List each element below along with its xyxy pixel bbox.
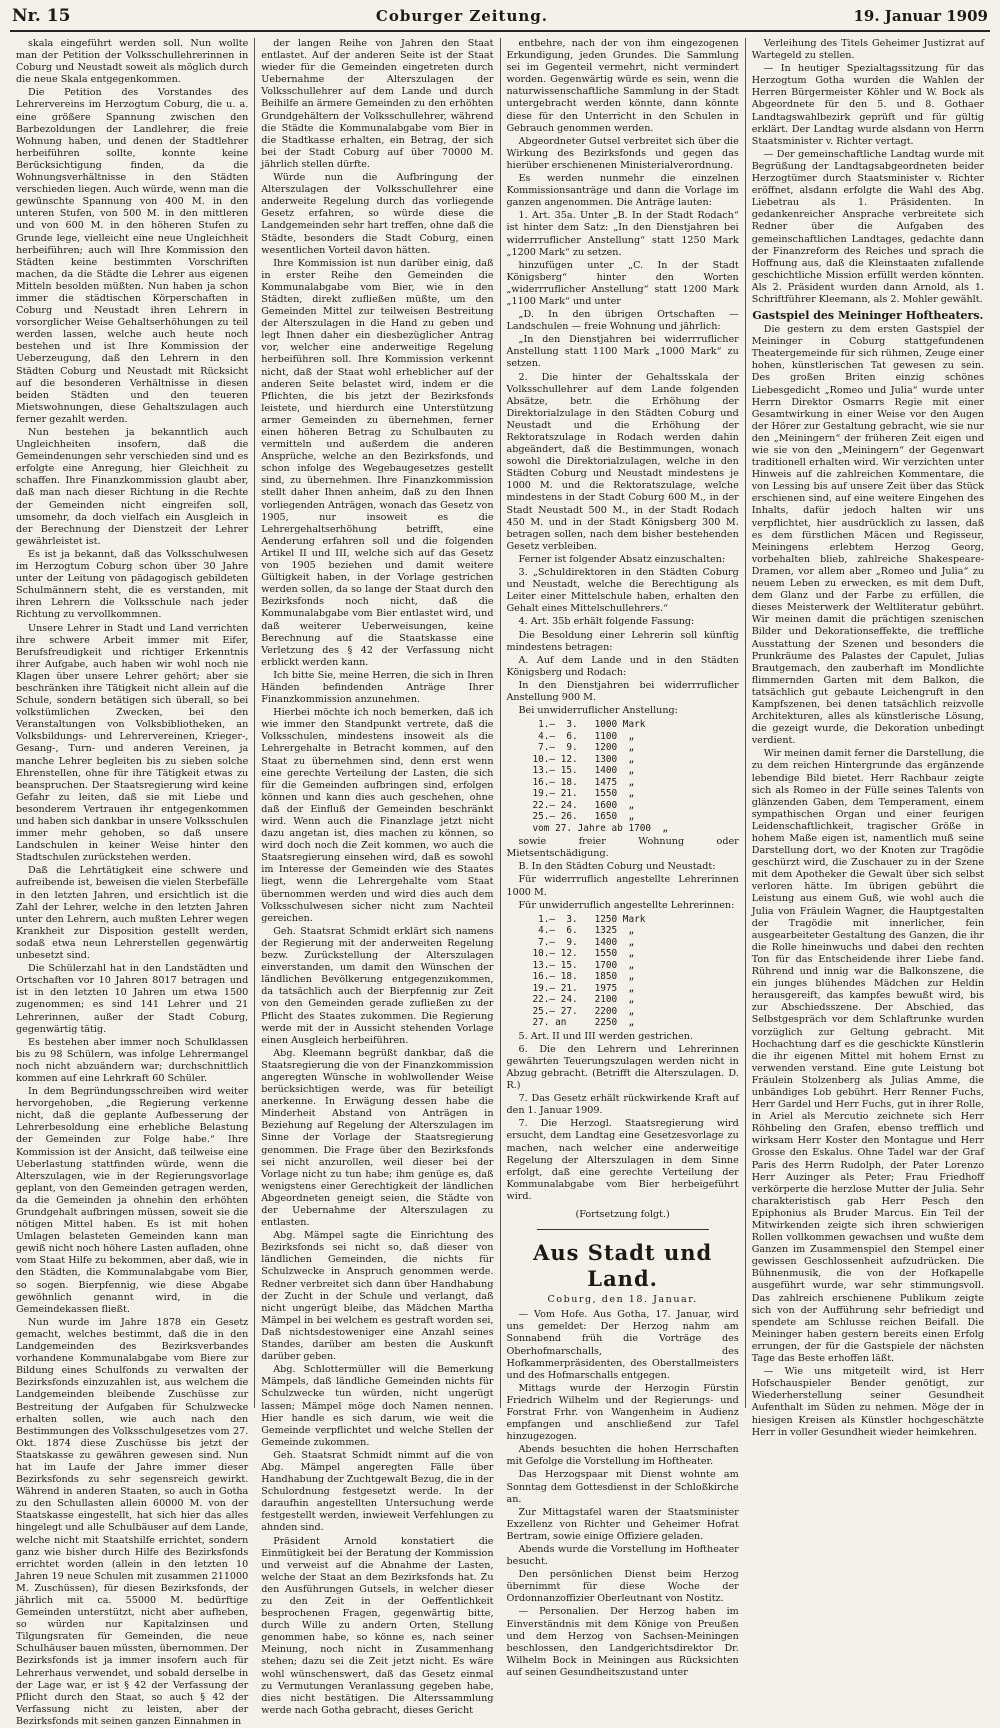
local-news	[507, 1309, 739, 1679]
paragraph: Nun bestehen ja bekanntlich auch Ungleichheiten insofern, daß die Gemeindenungen sehr verschieden sind und es erfolgte eine Anregung, hier Gleichheit zu schaffen. Ihre Finanzkommission glaubt aber, daß man nach dieser Richtung in die Rechte der Gemeinden nicht eingreifen soll, umsomehr, da doch vielfach ein Ausgleich in der Berechnung der Dienstzeit der Lehrer gewährleistet ist.	[16, 427, 249, 547]
paragraph: Für unwiderruflich angestellte Lehrerinnen:	[518, 899, 735, 911]
paragraph: Ich bitte Sie, meine Herren, die sich in Ihren Händen befindenden Anträge Ihrer Finanzkommission anzunehmen.	[261, 669, 494, 706]
masthead	[10, 6, 990, 32]
paragraph: Bei unwiderruflicher Anstellung:	[518, 705, 678, 717]
paragraph: — Der gemeinschaftliche Landtag wurde mit Begrüßung der Landtagsabgeordneten beider Herzogtümer durch Staatsminister v. Richter eröffnet, alsdann erfolgte die Wahl des Abg. Liebetrau als 1. Präsidenten. In gedankenreicher Ansprache verbreitete sich Redner über die Aufgaben des gemeinschaftlichen Landtages, gedachte dann der Finanzreform des Reiches und sprach die Hoffnung aus, daß die Kleinstaaten zufallende geschichtliche Mission erfüllt werden könnten. Als 2. Präsident wurden dann Arnold, als 1. Schriftführer Kleemann, als 2. Mohler gewählt.	[751, 148, 984, 305]
scale-row: 10.— 12. 1550 „	[532, 948, 635, 960]
paragraph: Abg. Mämpel sagte die Einrichtung des Bezirksfonds sei nicht so, daß dieser von ländlichen Gemeinden, die nichts für Schulzwecke in Anspruch genommen werde. Redner verbreitet sich dann über Handhabung der Zucht in der Schule und verlangt, daß nicht ungerügt bleibe, das Mädchen Martha Mämpel in bei welchem es gestraft worden sei, Daß nichtsdestoweniger eine Anzahl seines Standes, darüber am besten die Auskunft darüber geben.	[261, 1230, 494, 1363]
paragraph: Präsident Arnold konstatiert die Einmütigkeit bei der Beratung der Kommission und verweist auf die Abnahme der Lasten, welche der Staat an dem Bezirksfonds hat. Zu den Ausführungen Gutsels, in welcher dieser zu den Zeit in der Oeffentlichkeit besprochenen Fragen, gegenwärtig bitte, durch Wille zu andern Orten, Stellung genommen habe, so könne es, nach seiner Meinung, noch nicht in Zusammenhang stehen; dazu sei die Zeit jetzt nicht. Es wäre wohl wünschenswert, daß das Gesetz einmal zu Vermutungen Veranlassung gegeben habe, dies nicht bestätigen. Die Alterssammlung werde nach Gotha gebracht, dieses Gericht	[261, 1535, 494, 1716]
paragraph: Es werden nunmehr die einzelnen Kommissionsanträge und dann die Vorlage im ganzen angenommen. Die Anträge lauten:	[506, 173, 739, 209]
issue-date: 19. Januar 1909	[853, 7, 988, 25]
scale-row: 13.— 15. 1400 „	[532, 765, 635, 777]
column-2	[255, 38, 500, 1716]
scale-row: 7.— 9. 1200 „	[532, 742, 635, 754]
salary-scale-urban	[533, 914, 739, 1029]
paragraph: Zur Mittagstafel waren der Staatsminister Exzellenz von Richter und Geheimer Hofrat Bertram, sowie einige Offiziere geladen.	[506, 1506, 739, 1542]
paragraph: entbehre, nach der von ihm eingezogenen Erkundigung, jeden Grundes. Die Sammlung sei im Gegenteil vermehrt, nicht vermindert worden. Gegenwärtig würde es sein, wenn die naturwissenschaftliche Sammlung in der Stadt untergebracht werden könnte, dann könnte diese für den Unterricht in den Schulen in Gebrauch genommen werden.	[506, 38, 739, 134]
paragraph: Verleihung des Titels Geheimer Justizrat auf Wartegeld zu stellen.	[751, 38, 984, 62]
commission-report-end	[507, 1031, 739, 1203]
paragraph: Abg. Schlottermüller will die Bemerkung Mämpels, daß ländliche Gemeinden nichts für Schulzwecke tun würden, nicht ungerügt lassen; Mämpel möge doch Namen nennen. Hier handle es sich darum, wie weit die Gemeinde verpflichtet und welche Stellen der Gemeinde zukommen.	[261, 1364, 494, 1448]
paragraph: sowie freier Wohnung oder Mietsentschädigung.	[506, 836, 739, 860]
paragraph: Die Schülerzahl hat in den Landstädten und Ortschaften vor 10 Jahren 8017 betragen und ist in den letzten 10 Jahren um etwa 1500 zugenommen; es sind 141 Lehrer und 21 Lehrerinnen, außer der Stadt Coburg, gegenwärtig tätig.	[16, 963, 249, 1035]
paragraph: Ferner ist folgender Absatz einzuschalten:	[518, 553, 726, 565]
paragraph: skala eingeführt werden soll. Nun wollte man der Petition der Volksschullehrerinnen in Coburg und Neustadt soweit als möglich durch die neue Skala entgegenkommen.	[16, 38, 249, 86]
scale-row: 25.— 27. 2200 „	[532, 1005, 635, 1017]
issue-number: Nr. 15	[12, 6, 71, 26]
paragraph: Daß die Lehrtätigkeit eine schwere und aufreibende ist, beweisen die vielen Sterbefälle in den letzten Jahren, und ersichtlich ist die Zahl der Lehrer, welche in den letzten Jahren unter den Lehrern, auch mußten Lehrer wegen Krankheit zur Disposition gestellt werden, sodaß etwa neun Lehrerstellen gegenwärtig unbesetzt sind.	[16, 865, 249, 962]
paragraph: „D. In den übrigen Ortschaften — Landschulen — freie Wohnung und jährlich:	[506, 309, 739, 333]
paragraph: Geh. Staatsrat Schmidt erklärt sich namens der Regierung mit der anderweiten Regelung bezw. Zurückstellung der Alterszulagen einverstanden, um damit den Wünschen der ländlichen Bevölkerung entgegenzukommen, da tatsächlich auch der Bierpfennig zur Zeit von den Gemeinden gerade zufließen zu der Pflicht des Staates zukommen. Die Regierung werde mit der in Aussicht stehenden Vorlage einen Ausgleich herbeiführen.	[261, 925, 494, 1046]
scale-row: 22.— 24. 2100 „	[532, 994, 635, 1006]
paragraph: Hierbei möchte ich noch bemerken, daß ich wie immer den Standpunkt vertrete, daß die Volksschulen, mindestens insoweit als die Lehrergehalte in Betracht kommen, auf den Staat zu übernehmen sind, denn erst wenn eine gerechte Verteilung der Lasten, die sich für die Gemeinden aufbringen sind, erfolgen können und kann dies auch geschehen, ohne daß der Einfluß der Gemeinden beschränkt wird. Wenn auch die Finanzlage jetzt nicht dazu angetan ist, dies machen zu können, so wird doch noch die Zeit kommen, wo auch die Staatsregierung einsehen wird, daß es sowohl im Interesse der Gemeinden wie des Staates liegt, wenn die Lehrergehalte vom Staat übernommen werden und wird dies auch dem Volksschulwesen sicher nicht zum Nachteil gereichen.	[261, 707, 494, 924]
scale-row: 1.— 3. 1250 Mark	[532, 913, 646, 925]
paragraph: Unsere Lehrer in Stadt und Land verrichten ihre schwere Arbeit immer mit Eifer, Berufsfreudigkeit und richtiger Erkenntnis ihrer Aufgabe, auch haben wir wohl noch nie Klagen über unsere Lehrer gehört; aber sie beschränken ihre Tätigkeit nicht allein auf die Schule, sondern betätigen sich überall, so bei volkstümlichen Zwecken, bei den Veranstaltungen von Volksbibliotheken, an Volksbildungs- und Lehrervereinen, Krieger-, Gesang-, Turn- und anderen Vereinen, ja manche Lehrer begleiten bis zu sieben solche Ehrenstellen, ohne für ihre Tätigkeit etwas zu beanspruchen. Der Staatsregierung wird keine Gefahr zu leiten, daß sie mit Liebe und besonderem Vertrauen ihr entgegenkommen und haben sich dankbar in unsere Volksschulen immer mehr gehoben, so daß unsere Landschulen in keiner Weise hinter den Stadtschulen zurückstehen werden.	[16, 622, 249, 864]
paragraph: 3. „Schuldirektoren in den Städten Coburg und Neustadt, welche die Berechtigung als Leiter einer Mittelschule haben, erhalten den Gehalt eines Mittelschullehrers.“	[506, 567, 739, 615]
paragraph: — Wie uns mitgeteilt wird, ist Herr Hofschauspieler Bender genötigt, zur Wiederherstellung seiner Gesundheit Aufenthalt im Süden zu nehmen. Möge der in hiesigen Kreisen als Künstler hochgeschätzte Herr in voller Gesundheit wieder heimkehren.	[751, 1366, 984, 1438]
scale-row: 7.— 9. 1400 „	[532, 936, 635, 948]
paragraph: Es ist ja bekannt, daß das Volksschulwesen im Herzogtum Coburg schon über 30 Jahre unter der Leitung von pädagogisch gebildeten Schulmännern steht, die es verstanden, mit ihren Lehrern die Volksschule nach jeder Richtung zu vervollkommnen.	[16, 548, 249, 621]
section-divider	[537, 1229, 709, 1230]
paragraph: In den Dienstjahren bei widerrruflicher Anstellung 900 M.	[506, 679, 739, 703]
paragraph: hinzufügen unter „C. In der Stadt Königsberg“ hinter den Worten „widerrruflicher Anstellung“ statt 1200 Mark „1100 Mark“ und unter	[506, 259, 739, 307]
section-heading: Aus Stadt und Land.	[533, 1240, 713, 1292]
paragraph: Wir meinen damit ferner die Darstellung, die zu dem reichen Hintergrunde das ergänzende lebendige Bild bietet. Herr Rachbaur zeigte sich als Romeo in der Fülle seines Talents von glänzenden Gaben, dem Temperament, einem sympathischen Organ und einer feurigen Leidenschaftlichkeit, tragischer Größe in hohem Maße eigen ist, namentlich muß seine Darstellung dort, wo der Knoten zur Tragödie geschürzt wird, die Zuschauer zu in der Szene mit dem Apotheker die Gewalt über sich selbst verloren hätte. Im übrigen gebührt die Leistung aus einem Guß, wie wohl auch die Julia von Fräulein Wagner, die Hauptgestalten der Tragödie mit innerlicher, fein ausgearbeiteter Gestaltung des Ganzen, die ihr die Rolle hineinwuchs und dabei den rechten Ton für das Entscheidende ihrer Liebe fand. Rührend und innig war die Balkonszene, die ein junges blühendes Mädchen zur Heldin herausgereift, das kampfes bewußt wird, bis zur Abschiedsszene. Der Abschied, das Selbstgespräch vor dem Schlaftrunke wurden vorzüglich zur Geltung gebracht. Mit Hochachtung darf es die geschickte Künstlerin die ihr eigenen Mittel mit hohem Ernst zu verwenden verstand. Eine gute Leistung bot Fräulein Stolzenberg als Julias Amme, die unbändiges Lob gebührt. Herr Renner Fuchs, Herr Gardel und Herr Fuchs, gut in ihrer Rolle, in Ariel als Mercutio zeichnete sich Herr Röhbeling den Grafen, ebenso trefflich und wirksam Herr Koster den Montague und Herr Grosse den Eskalus. Ohne Tadel war der Graf Paris des Herrn Rudolph, der Pater Lorenzo Herr Auzinger als Peter; Frau Friedhoff verkörperte die herzlose Mutter der Julia. Sehr charakteristisch gab Herr Pesch den Epiphonius als Bruder Marcus. Ein Teil der Mitwirkenden zeigte sich ihren schwierigen Rollen vollkommen gewachsen und wußte dem Ganzen im Zusammenspiel den Stempel einer gewissen Geschlossenheit aufzudrücken. Die Bühnenmusik, die von der Hofkapelle ausgeführt wurde, war sehr stimmungsvoll. Das zahlreich erschienene Publikum zeigte sich von der Aufführung sehr befriedigt und spendete am Schlusse reichen Beifall. Die Meininger haben gestern bereits einen Erfolg errungen, der für die Gastspiele der nächsten Tage das Beste erhoffen läßt.	[751, 748, 984, 1365]
paragraph: Nun wurde im Jahre 1878 ein Gesetz gemacht, welches bestimmt, daß die in den Landgemeinden des Bezirksverbandes vorhandene Kommunalabgabe vom Biere zur Bildung eines Schulfonds zu verwalten der Bezirksfonds einzuzahlen ist, aus welchem die Landgemeinden bleibende Zuschüsse zur Bestreitung der Aufgaben für Schulzwecke erhalten sollen, wie auch nach den Bestimmungen des Volksschulgesetzes vom 27. Okt. 1874 diese Zuschüsse bis jetzt der Staatskasse zu gewähren gewesen sind. Nun hat im Laufe der Jahre immer dieser Bezirksfonds zu sehr segensreich gewirkt. Während in anderen Staaten, so auch in Gotha zu den Schullasten allein 60000 M. von der Staatskasse eingestellt, hat sich hier das alles hingelegt und alle Schulbäuser auf dem Lande, welche nicht mit Staatshilfe errichtet, sondern ganz wie bisher durch Hilfe des Bezirksfonds errichtet worden (allein in den letzten 10 Jahren 19 neue Schulen mit zusammen 211000 M. Zuschüssen), für diesen Bezirksfonds, der jährlich mit ca. 55000 M. bedürftige Gemeinden unterstützt, nicht aber aufheben, so würden nur Kapitalzinsen und Tilgungsraten für Gemeinden, die neue Schulhäuser bauen müssten, übernommen. Der Bezirksfonds ist ja immer insofern auch für Lehrerhaus verwendet, und sobald derselbe in der Lage war, er ist § 42 der Verfassung der Pflicht durch den Staat, so auch § 42 der Verfassung nicht zu leisten, aber der Bezirksfonds mit seinen ganzen Einnahmen in	[16, 1316, 249, 1727]
column-3	[501, 38, 746, 1678]
paragraph: Es bestehen aber immer noch Schulklassen bis zu 98 Schülern, was infolge Lehrermangel noch nicht abzuändern war; durchschnittlich kommen auf eine Lehrkraft 60 Schüler.	[16, 1036, 249, 1084]
paragraph: 1. Art. 35a. Unter „B. In der Stadt Rodach“ ist hinter dem Satz: „In den Dienstjahren bei widerrruflicher Anstellung“ statt 1250 Mark „1200 Mark“ zu setzen.	[506, 210, 739, 258]
continued-notice: (Fortsetzung folgt.)	[575, 1209, 670, 1221]
paragraph: „In den Dienstjahren bei widerrruflicher Anstellung statt 1100 Mark „1000 Mark“ zu setzen.	[506, 334, 739, 370]
paragraph: B. In den Städten Coburg und Neustadt:	[518, 861, 716, 873]
paragraph: — In heutiger Spezialtagssitzung für das Herzogtum Gotha wurden die Wahlen der Herren Bürgermeister Köhler und W. Bock als Abgeordnete für den 5. und 8. Gothaer Landtagswahlbezirk geprüft und für gültig erklärt. Der Landtag wurde alsdann von Herrn Staatsminister v. Richter vertagt.	[751, 63, 984, 147]
scale-row: 19.— 21. 1550 „	[532, 788, 635, 800]
scale-row: 10.— 12. 1300 „	[532, 753, 635, 765]
column-1	[10, 38, 255, 1727]
commission-report-continuation	[507, 38, 739, 717]
paragraph: Das Herzogspaar mit Dienst wohnte am Sonntag dem Gottesdienst in der Schloßkirche an.	[506, 1469, 739, 1505]
scale-row: 25.— 26. 1650 „	[532, 811, 635, 823]
paragraph: 5. Art. II und III werden gestrichen.	[518, 1030, 694, 1042]
paragraph: A. Auf dem Lande und in den Städten Königsberg und Rodach:	[506, 654, 739, 678]
paragraph: 7. Die Herzogl. Staatsregierung wird ersucht, dem Landtag eine Gesetzesvorlage zu machen, nach welcher eine anderweitige Regelung der Alterszulagen in dem Sinne erfolgt, daß eine gerechte Verteilung der Kommunalabgabe vom Bier herbeigeführt wird.	[506, 1118, 739, 1202]
paragraph: 4. Art. 35b erhält folgende Fassung:	[518, 616, 695, 628]
paragraph: 6. Die den Lehrern und Lehrerinnen gewährten Teuerungszulagen werden nicht in Abzug gebracht. (Betrifft die Alterszulagen. D. R.)	[506, 1043, 739, 1092]
scale-row: 16.— 18. 1850 „	[532, 971, 635, 983]
paragraph: — Vom Hofe. Aus Gotha, 17. Januar, wird uns gemeldet: Der Herzog nahm am Sonnabend früh die Vorträge des Oberhofmarschalls, des Hofkammerpräsidenten, des Oberstallmeisters und des Hofmarschalls entgegen.	[506, 1309, 739, 1381]
scale-row: 16.— 18. 1475 „	[532, 776, 635, 788]
paragraph: Würde nun die Aufbringung der Alterszulagen der Volksschullehrer eine anderweite Regelung durch das vorliegende Gesetz erfahren, so würde diese die Landgemeinden sehr hart treffen, ohne daß die Städte, besonders die Stadt Coburg, einen wesentlichen Vorteil davon hätten.	[261, 172, 494, 256]
paragraph: Abgeordneter Gutsel verbreitet sich über die Wirkung des Bezirksfonds und gegen das hierüber erschienenen Ministerialverordnung.	[506, 135, 739, 171]
scale-row: vom 27. Jahre ab 1700 „	[532, 822, 668, 834]
scale-row: 19.— 21. 1975 „	[532, 982, 635, 994]
paragraph: Die gestern zu dem ersten Gastspiel der Meininger in Coburg stattgefundenen Theatergemeinde für sich rühmen, Zeuge einer hohen, künstlerischen Tat gewesen zu sein. Des großen Briten einzig schönes Liebesgedicht „Romeo und Julia“ wurde unter Herrn Direktor Osmarrs Regie mit einer Gesamtwirkung in einer Weise vor den Augen der Hörer zur Gestaltung gebracht, wie sie nur den „Meiningern“ der früheren Zeit eigen und wie sie von den „Meiningern“ der Gegenwart traditionell erhalten wird. Wir verzichten unter Hinweis auf die zahlreichen Kommentare, die von Lessing bis auf unsere Zeit über das Stück erschienen sind, auf eine weitere Eingehen des Inhalts, dafür jedoch halten wir uns verpflichtet, hier ausdrücklich zu lassen, daß es dem fürstlichen Mäcen und Regisseur, Meiningens erlebtem Herzog Georg, vorbehalten blieb, zahlreiche Shakespeare-Dramen, vor allem aber „Romeo und Julia“ zu neuem Leben zu erwecken, es mit dem Duft, dem Glanz und der Farbe zu erfüllen, die dieses Meisterwerk der Weltliteratur gebührt. Wir meinen damit die prächtigen szenischen Bilder und Dekorationseffekte, die treffliche Ausstattung der Szenen und besonders die Prunkräume des Palastes der Capulet, Julias Brautgemach, den zauberhaft im Mondlichte flimmernden Garten mit dem Balkon, die tatsächlich gut gebaute Leichengruft in den Kampfszenen, bei denen tatsächlich reizvolle Architekturen, alles als künstlerische Lösung, die gezeigt wurde, die Dekoration unbedingt verdient.	[751, 324, 984, 747]
scale-row: 4.— 6. 1100 „	[532, 730, 635, 742]
scale-row: 22.— 24. 1600 „	[532, 799, 635, 811]
paragraph: Für widerrruflich angestellte Lehrerinnen 1000 M.	[506, 874, 739, 898]
paragraph: — Personalien. Der Herzog haben im Einverständnis mit dem Könige von Preußen und dem Herzog von Sachsen-Meiningen beschlossen, den Landgerichtsdirektor Dr. Wilhelm Bock in Meiningen aus Rücksichten auf seinen Gesundheitszustand unter	[506, 1606, 739, 1678]
article-heading: Gastspiel des Meininger Hoftheaters.	[752, 309, 984, 323]
paragraph: Die Besoldung einer Lehrerin soll künftig mindestens betragen:	[506, 629, 739, 653]
salary-scale-rural	[533, 719, 739, 834]
scale-row: 27. an 2250 „	[532, 1017, 635, 1029]
paragraph: Abends wurde die Vorstellung im Hoftheater besucht.	[506, 1544, 739, 1568]
column-4	[746, 38, 990, 1438]
paragraph: Geh. Staatsrat Schmidt nimmt auf die von Abg. Mämpel angeregten Fälle über Handhabung der Zuchtgewalt Bezug, die in der Schulordnung festgesetzt werde. In der daraufhin angestellten Untersuchung werde festgestellt werden, inwieweit Verfehlungen zu ahnden sind.	[261, 1449, 494, 1534]
columns	[10, 38, 990, 1727]
paragraph: 2. Die hinter der Gehaltsskala der Volksschullehrer auf dem Lande folgenden Absätze, betr. die Erhöhung der Direktorialzulage in den Städten Coburg und Neustadt und die Erhöhung der Rektoratszulage in Rodach werden dahin abgeändert, daß die Bestimmungen, wonach sowohl die Direktorialzulagen, welche in den Städten Coburg und Neustadt mindestens je 1000 M. und die Rektoratszulage, welche mindestens in der Stadt Coburg 600 M., in der Stadt Neustadt 500 M., in der Stadt Rodach 450 M. und in der Stadt Königsberg 300 M. betragen sollen, nach dem bisher bestehenden Gesetz verbleiben.	[506, 371, 739, 552]
scale-row: 4.— 6. 1325 „	[532, 925, 635, 937]
paragraph: Abends besuchten die hohen Herrschaften mit Gefolge die Vorstellung im Hoftheater.	[506, 1444, 739, 1468]
paragraph: Mittags wurde der Herzogin Fürstin Friedrich Wilhelm und der Regierungs- und Forstrat Frhr. von Wangenheim in Audienz empfangen und anschließend zur Tafel hinzugezogen.	[506, 1382, 739, 1443]
paragraph: Ihre Kommission ist nun darüber einig, daß in erster Reihe den Gemeinden die Kommunalabgabe vom Bier, wie in den Städten, direkt zufließen müßte, um den Gemeinden Mittel zur teilweisen Bestreitung der Alterszulagen in die Hand zu geben und legt Ihnen daher ein diesbezüglicher Antrag vor, welcher eine anderweitige Regelung herbeiführen soll. Ihre Kommission verkennt nicht, daß der Staat wohl erheblicher auf der anderen Seite belastet wird, indem er die Pflichten, die bis jetzt der Bezirksfonds leistete, und hierdurch eine Unterstützung armer Gemeinden zu übernehmen, ferner einen höheren Betrag zu Schulbauten zu vermitteln und außerdem die anderen Ansprüche, welche an den Bezirksfonds, und schon infolge des Wegebaugesetzes gestellt sind, zu übernehmen. Ihre Finanzkommission stellt daher Ihnen anheim, daß zu den Ihnen vorliegenden Anträgen, wonach das Gesetz von 1905, nur insoweit es die Lehrergehaltserhöhung betrifft, eine Aenderung erfahren soll und die folgenden Artikel II und III, welche sich auf das Gesetz von 1905 beziehen und damit weitere Gültigkeit haben, in der Vorlage gestrichen werden sollen, da so lange der Staat durch den Bezirksfonds noch nicht, daß die Kommunalabgabe vom Bier entlastet wird, und daß weiterer Ueberweisungen, keine Berechnung auf die Staatskasse eine Verletzung des § 42 der Verfassung nicht erblickt werden kann.	[261, 257, 494, 668]
paragraph: 7. Das Gesetz erhält rückwirkende Kraft auf den 1. Januar 1909.	[506, 1093, 739, 1117]
paragraph: In dem Begründungsschreiben wird weiter hervorgehoben, „die Regierung verkenne nicht, daß die geplante Aufbesserung der Lehrerbesoldung eine erhebliche Belastung der Gemeinden zur Folge habe.“ Ihre Kommission ist der Ansicht, daß teilweise eine Ueberlastung stattfinden würde, wenn die Alterszulagen, wie in der Regierungsvorlage geplant, von den Gemeinden getragen werden, da die Gemeinden ja ohnehin den erhöhten Grundgehalt aufbringen müssen, soweit sie die nötigen Mittel haben. Es ist mit hohen Umlagen belasteten Gemeinden kann man gewiß nicht noch höhere Lasten aufladen, ohne vom Staat Hilfe zu bekommen, aber daß, wie in den Städten, die Kommunalabgabe vom Bier, so sogen. Bierpfennig, wie diese Abgabe gewöhnlich genannt wird, in die Gemeindekassen fließt.	[16, 1086, 249, 1315]
paragraph: Die Petition des Vorstandes des Lehrervereins im Herzogtum Coburg, die u. a. eine größere Spannung zwischen den Barbezoldungen der Landlehrer, die freie Wohnung haben, und denen der Stadtlehrer herbeiführen sollte, konnte keine Berücksichtigung finden, da die Wohnungsverhältnisse in den Städten verschieden liegen. Auch würde, wenn man die gewünschte Spannung von 400 M. in den unteren Stufen, von 500 M. in den mittleren und von 600 M. in den höheren Stufen zu Grunde lege, vielleicht eine neue Ungleichheit herbeiführen; auch will Ihre Kommission den Städten keine bestimmten Vorschriften machen, da die Städte die Lehrer aus eigenen Mitteln besolden müßten. Nun haben ja schon immer die städtischen Körperschaften in Coburg und Neustadt ihren Lehrern in vorsorglicher Weise Gehaltserhöhungen zu teil werden lassen, welche auch heute noch bestehen und ist Ihre Kommission der Ueberzeugung, daß den Lehrern in den Städten Coburg und Neustadt mit Rücksicht auf die besonderen Verhältnisse in diesen beiden Städten und den teueren Mietswohnungen, diese Gehaltszulagen auch ferner gezahlt werden.	[16, 87, 249, 425]
paragraph: Abg. Kleemann begrüßt dankbar, daß die Staatsregierung die von der Finanzkommission angeregten Wünsche in wohlwollender Weise berücksichtigen werde, was für beteiligt anerkenne. In Erwägung dessen habe die Minderheit Abstand von Anträgen in Beziehung auf Regelung der Alterszulagen im Sinne der Vorlage der Staatsregierung genommen. Die Frage über den Bezirksfonds sei nicht anzurollen, weil dieser bei der Vorlage nicht zu tun habe; ihm genüge es, daß wenigstens einer Gerechtigkeit der ländlichen Abgeordneten geneigt seien, die Städte von der Uebernahme der Alterszulagen zu entlasten.	[261, 1047, 494, 1229]
paragraph: Den persönlichen Dienst beim Herzog übernimmt für diese Woche der Ordonnanzoffizier Oberleutnant von Nostitz.	[506, 1569, 739, 1605]
dateline: Coburg, den 18. Januar.	[547, 1294, 698, 1306]
paragraph: der langen Reihe von Jahren den Staat entlastet. Auf der anderen Seite ist der Staat wieder für die Gemeinden eingetreten durch Uebernahme der Alterszulagen der Volksschullehrer auf dem Lande und durch Beihilfe an ärmere Gemeinden zu den erhöhten Grundgehältern der Volksschullehrer, während die Städte die Kommunalabgabe vom Bier in die Stadtkasse erhalten, ein Betrag, der sich bei der Stadt Coburg auf über 70000 M. jährlich stellen dürfte.	[261, 38, 494, 170]
commission-report-middle	[507, 836, 739, 912]
scale-row: 1.— 3. 1000 Mark	[532, 719, 646, 731]
scale-row: 13.— 15. 1700 „	[532, 959, 635, 971]
newspaper-title: Coburger Zeitung.	[375, 7, 548, 25]
